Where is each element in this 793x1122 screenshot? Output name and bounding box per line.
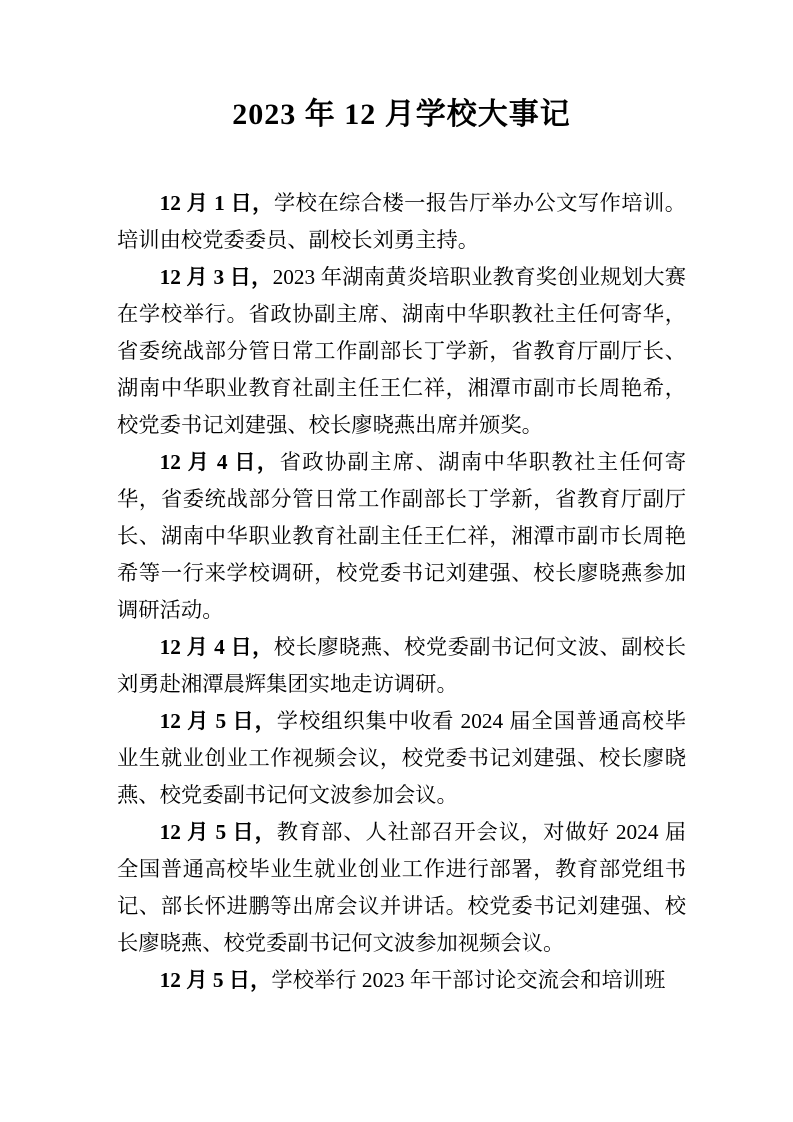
paragraph-text: 学校组织集中收看 2024 届全国普通高校毕业生就业创业工作视频会议，校党委书记刘建强、校长廖晓燕、校党委副书记何文波参加会议。 — [117, 709, 686, 807]
document-body — [117, 185, 686, 999]
paragraph-text: 教育部、人社部召开会议，对做好 2024 届全国普通高校毕业生就业创业工作进行部署，教育部党组书记、部长怀进鹏等出席会议并讲话。校党委书记刘建强、校长廖晓燕、校党委副书记何文波参加视频会议。 — [117, 820, 686, 955]
paragraph-dec5-cadre-training — [117, 962, 686, 999]
date-label: 12 月 3 日， — [159, 265, 273, 289]
paragraph-dec4-company-visit — [117, 629, 686, 703]
paragraph-text: 学校在综合楼一报告厅举办公文写作培训。培训由校党委委员、副校长刘勇主持。 — [117, 191, 686, 252]
paragraph-text: 校长廖晓燕、校党委副书记何文波、副校长刘勇赴湘潭晨辉集团实地走访调研。 — [117, 635, 686, 696]
paragraph-text: 学校举行 2023 年干部讨论交流会和培训班 — [271, 968, 666, 992]
paragraph-dec1 — [117, 185, 686, 259]
paragraph-dec5-video-meeting — [117, 703, 686, 814]
paragraph-dec4-research-visit — [117, 444, 686, 629]
date-label: 12 月 5 日， — [159, 968, 272, 992]
document-title: 2023 年 12 月学校大事记 — [232, 98, 571, 131]
paragraph-text: 省政协副主席、湖南中华职教社主任何寄华，省委统战部分管日常工作副部长丁学新，省教育厅副厅长、湖南中华职业教育社副主任王仁祥，湘潭市副市长周艳希等一行来学校调研，校党委书记刘建强、校长廖晓燕参加调研活动。 — [117, 450, 686, 622]
paragraph-text: 2023 年湖南黄炎培职业教育奖创业规划大赛在学校举行。省政协副主席、湖南中华职教社主任何寄华，省委统战部分管日常工作副部长丁学新，省教育厅副厅长、湖南中华职业教育社副主任王仁祥，湘潭市副市长周艳希，校党委书记刘建强、校长廖晓燕出席并颁奖。 — [117, 265, 686, 437]
date-label: 12 月 1 日， — [159, 191, 274, 215]
date-label: 12 月 4 日， — [159, 450, 280, 474]
date-label: 12 月 4 日， — [159, 635, 274, 659]
date-label: 12 月 5 日， — [159, 709, 277, 733]
paragraph-dec3 — [117, 259, 686, 444]
paragraph-dec5-ministry-meeting — [117, 814, 686, 962]
date-label: 12 月 5 日， — [159, 820, 277, 844]
